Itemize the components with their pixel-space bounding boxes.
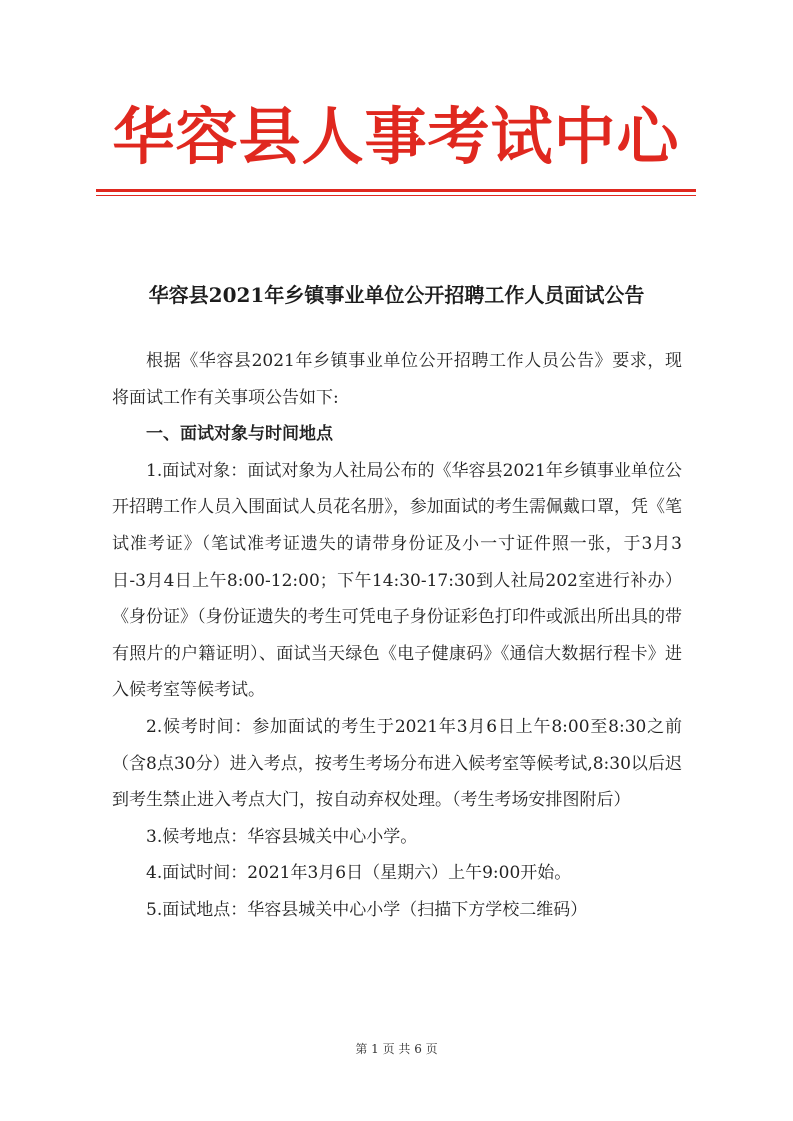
item-waiting-location: 3.候考地点：华容县城关中心小学。 bbox=[146, 826, 418, 847]
item-interview-time: 4.面试时间：2021年3月6日（星期六）上午9:00开始。 bbox=[146, 863, 572, 884]
letterhead-title: 华容县人事考试中心 bbox=[112, 100, 680, 173]
item-interview-candidates: 1.面试对象：面试对象为人社局公布的《华容县2021年乡镇事业单位公开招聘工作人员入围面试人员花名册》，参加面试的考生需佩戴口罩，凭《笔试准考证》（笔试准考证遗失的请带身份证及小一寸证件照一张，于3月3日-3月4日上午8:00-12:00；下午14:30-17:30到人社局202室进行补办）《身份证》（身份证遗失的考生可凭电子身份证彩色打印件或派出所出具的带有照片的户籍证明）、面试当天绿色《电子健康码》《通信大数据行程卡》进入候考室等候考试。 bbox=[112, 460, 682, 701]
notice-title: 华容县2021年乡镇事业单位公开招聘工作人员面试公告 bbox=[148, 283, 645, 307]
item-interview-location: 5.面试地点：华容县城关中心小学（扫描下方学校二维码） bbox=[146, 899, 588, 920]
item-waiting-time: 2.候考时间：参加面试的考生于2021年3月6日上午8:00至8:30之前（含8点30分）进入考点，按考生考场分布进入候考室等候考试,8:30以后迟到考生禁止进入考点大门，按自动弃权处理。（考生考场安排图附后） bbox=[112, 716, 682, 811]
letterhead-rule-thin bbox=[96, 195, 696, 196]
notice-body bbox=[112, 343, 682, 929]
intro-paragraph: 根据《华容县2021年乡镇事业单位公开招聘工作人员公告》要求，现将面试工作有关事项公告如下: bbox=[112, 351, 682, 408]
page-number: 第 1 页 共 6 页 bbox=[355, 1042, 438, 1056]
section-heading: 一、面试对象与时间地点 bbox=[146, 424, 333, 445]
letterhead-rule-thick bbox=[96, 189, 696, 192]
